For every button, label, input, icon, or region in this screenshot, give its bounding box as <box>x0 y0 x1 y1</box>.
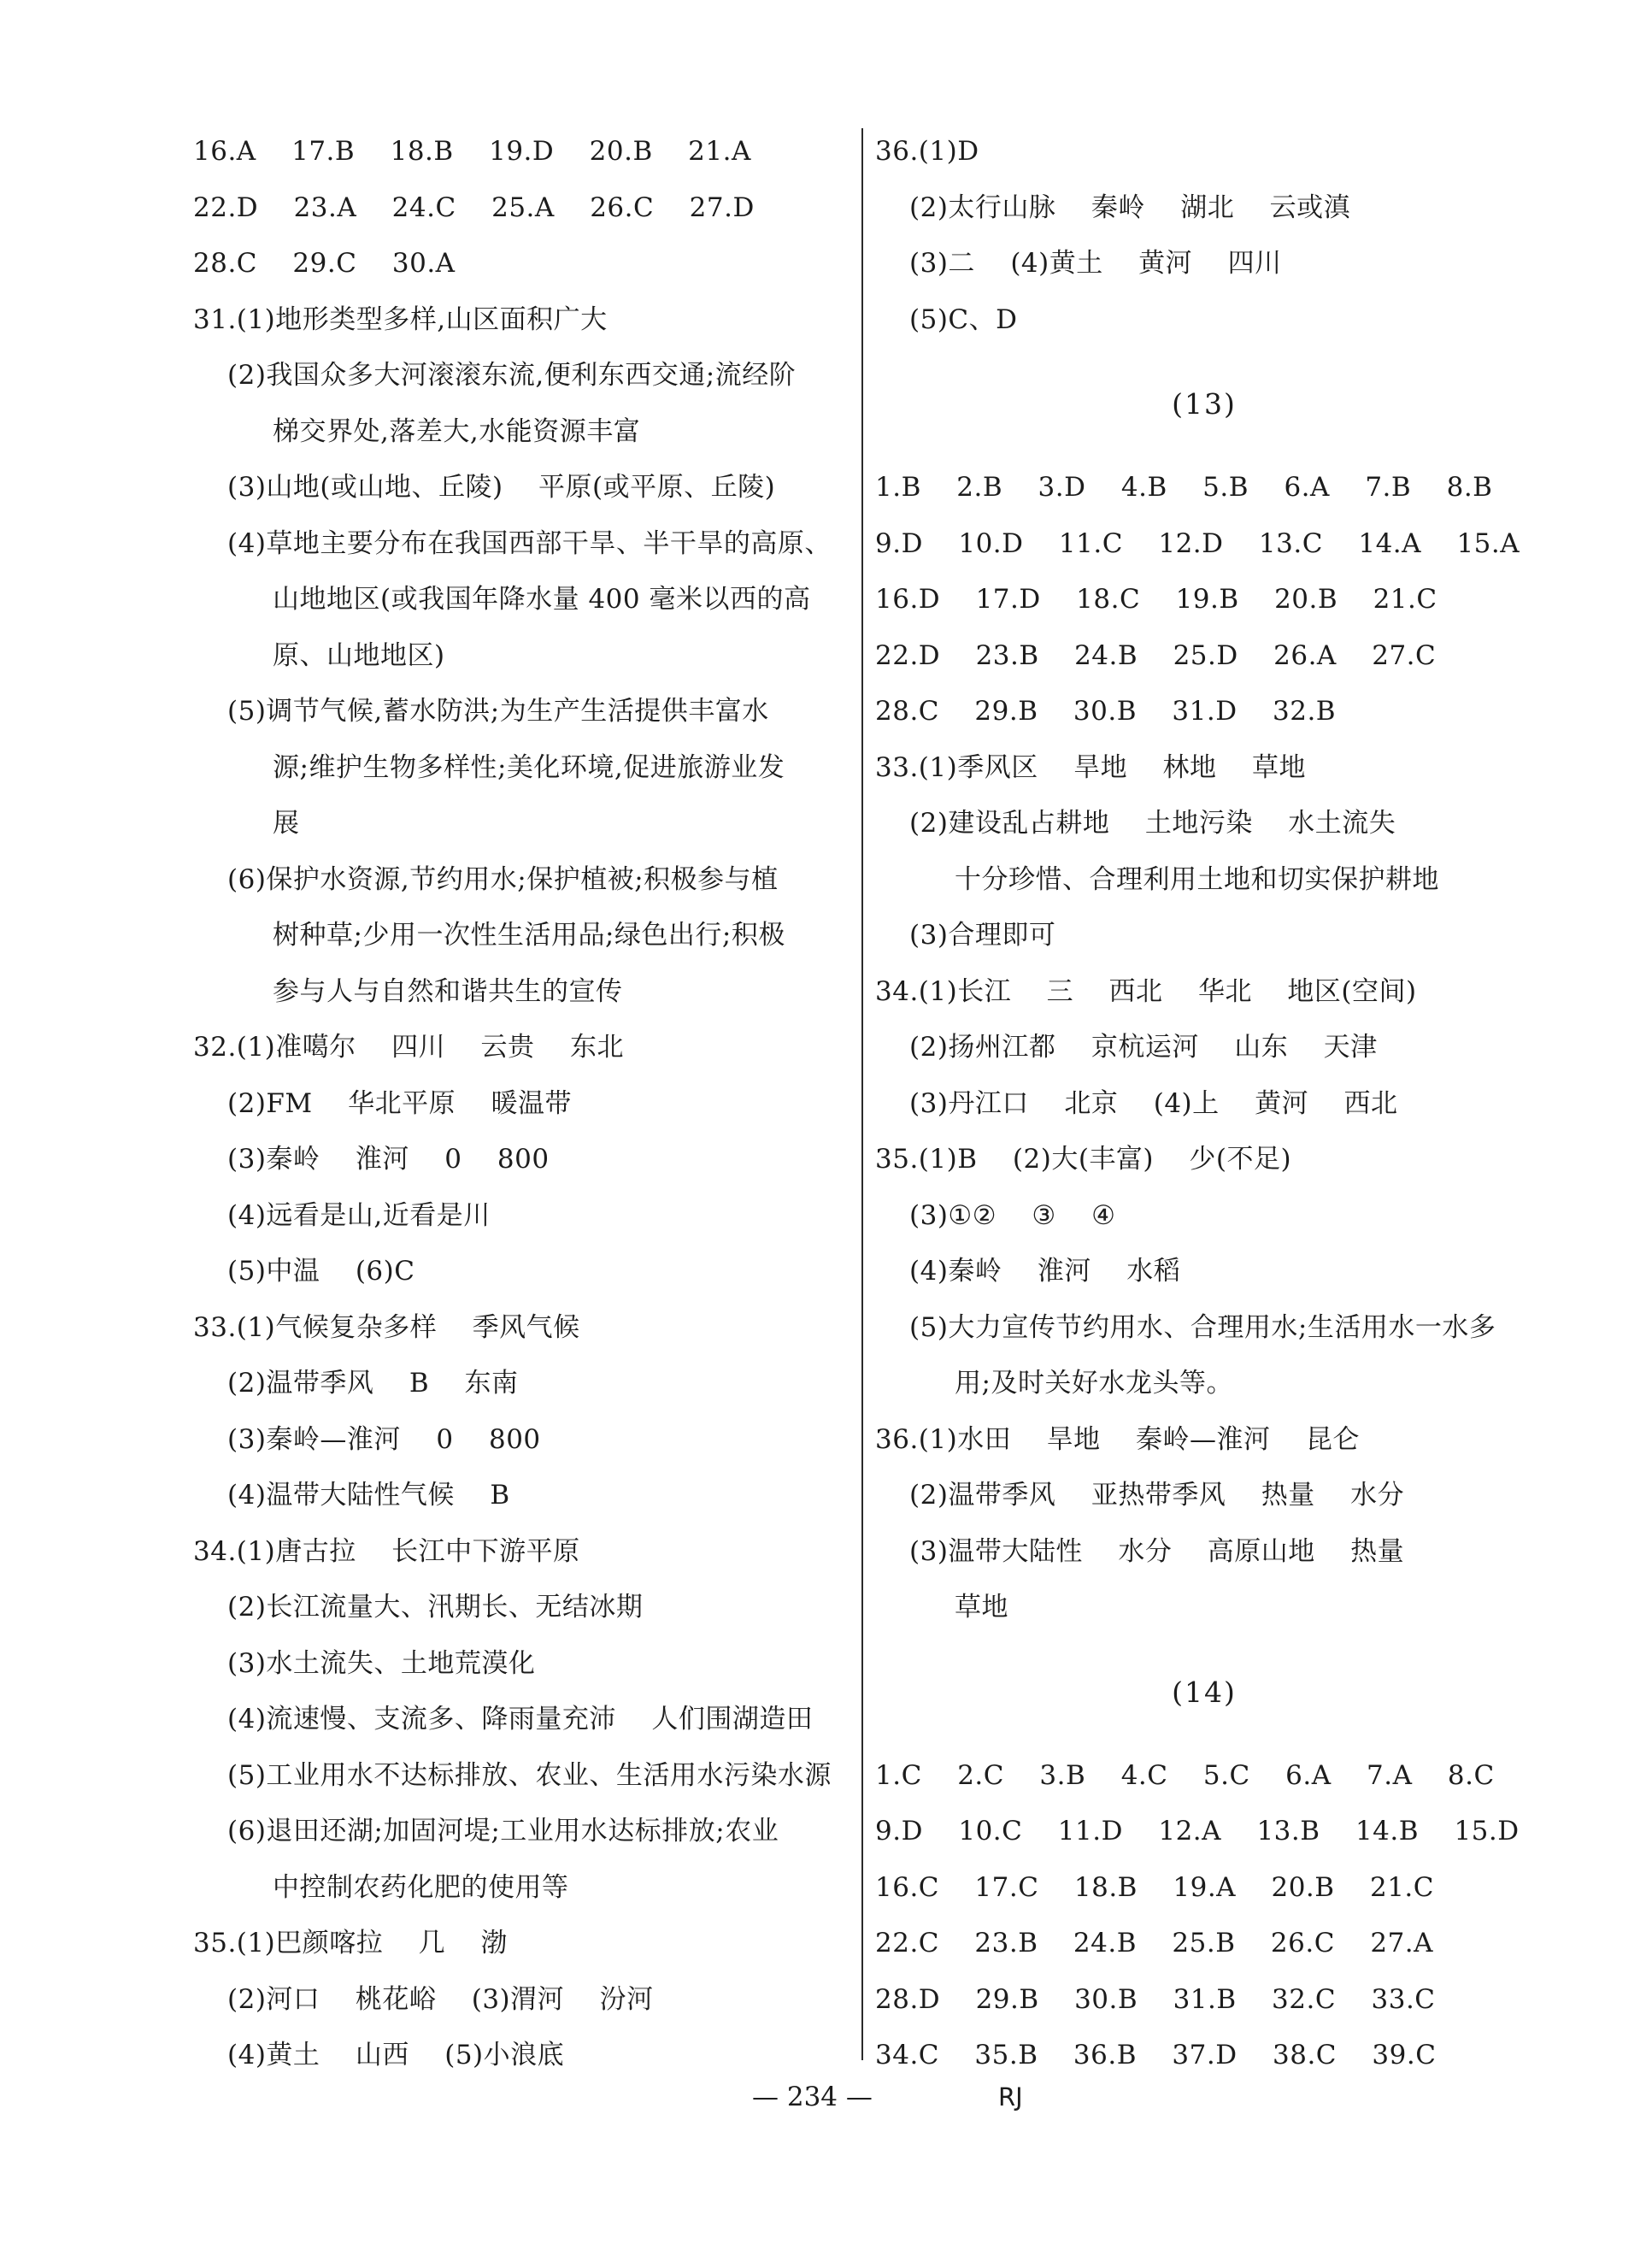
answer-line: 22.D 23.B 24.B 25.D 26.A 27.C <box>875 639 1437 671</box>
answer-line: (5)C、D <box>909 303 1018 335</box>
answer-line: 33.(1)气候复杂多样 季风气候 <box>193 1311 580 1343</box>
answer-line: (6)保护水资源,节约用水;保护植被;积极参与植 <box>227 863 779 895</box>
right-column <box>875 124 1559 2084</box>
answer-line: 16.A 17.B 18.B 19.D 20.B 21.A <box>193 136 751 167</box>
answer-line: 草地 <box>955 1592 1008 1623</box>
answer-line: 28.C 29.C 30.A <box>193 248 456 279</box>
answer-line: 22.D 23.A 24.C 25.A 26.C 27.D <box>193 191 755 223</box>
answer-line: (2)温带季风 B 东南 <box>227 1368 519 1399</box>
answer-line: (5)调节气候,蓄水防洪;为生产生活提供丰富水 <box>227 696 769 727</box>
answer-line: 22.C 23.B 24.B 25.B 26.C 27.A <box>875 1928 1434 1958</box>
answer-line: 十分珍惜、合理利用土地和切实保护耕地 <box>955 863 1439 895</box>
answer-line: (2)我国众多大河滚滚东流,便利东西交通;流经阶 <box>227 360 797 391</box>
answer-line: 36.(1)D <box>875 136 979 167</box>
section-heading: (14) <box>1172 1675 1237 1709</box>
series-code: RJ <box>998 2082 1023 2111</box>
answer-line: (4)流速慢、支流多、降雨量充沛 人们围湖造田 <box>227 1704 814 1735</box>
answer-line: (3)丹江口 北京 (4)上 黄河 西北 <box>909 1087 1398 1119</box>
answer-line: 32.(1)准噶尔 四川 云贵 东北 <box>193 1032 624 1063</box>
answer-line: (4)草地主要分布在我国西部干旱、半干旱的高原、 <box>227 527 832 559</box>
answer-line: (4)远看是山,近看是川 <box>227 1199 491 1231</box>
answer-line: 梯交界处,落差大,水能资源丰富 <box>273 415 641 447</box>
answer-line: (5)工业用水不达标排放、农业、生活用水污染水源 <box>227 1759 832 1791</box>
answer-line: (3)二 (4)黄土 黄河 四川 <box>909 248 1282 279</box>
answer-line: (3)秦岭 淮河 0 800 <box>227 1144 550 1175</box>
answer-line: (4)秦岭 淮河 水稻 <box>909 1256 1181 1287</box>
answer-line: 34.(1)唐古拉 长江中下游平原 <box>193 1535 580 1567</box>
answer-line: 16.D 17.D 18.C 19.B 20.B 21.C <box>875 584 1437 615</box>
answer-line: (3)秦岭—淮河 0 800 <box>227 1423 541 1455</box>
answer-line: (2)河口 桃花峪 (3)渭河 汾河 <box>227 1983 654 2015</box>
answer-line: (5)中温 (6)C <box>227 1256 415 1287</box>
answer-line: (3)山地(或山地、丘陵) 平原(或平原、丘陵) <box>227 472 776 503</box>
answer-line: 34.(1)长江 三 西北 华北 地区(空间) <box>875 975 1417 1007</box>
answer-line: (5)大力宣传节约用水、合理用水;生活用水一水多 <box>909 1311 1496 1343</box>
page-number: — 234 — <box>752 2082 873 2112</box>
answer-line: (3)温带大陆性 水分 高原山地 热量 <box>909 1535 1405 1567</box>
answer-line: 用;及时关好水龙头等。 <box>955 1368 1233 1399</box>
page-footer <box>0 2076 1652 2118</box>
answer-line: 31.(1)地形类型多样,山区面积广大 <box>193 303 608 335</box>
column-divider <box>861 128 863 2060</box>
answer-line: 1.B 2.B 3.D 4.B 5.B 6.A 7.B 8.B <box>875 472 1493 503</box>
answer-line: 9.D 10.C 11.D 12.A 13.B 14.B 15.D <box>875 1816 1520 1846</box>
answer-line: (2)太行山脉 秦岭 湖北 云或滇 <box>909 191 1351 223</box>
answer-line: 9.D 10.D 11.C 12.D 13.C 14.A 15.A <box>875 527 1520 559</box>
answer-line: 展 <box>273 808 300 839</box>
answer-line: (2)扬州江都 京杭运河 山东 天津 <box>909 1032 1378 1063</box>
answer-line: 1.C 2.C 3.B 4.C 5.C 6.A 7.A 8.C <box>875 1759 1495 1791</box>
answer-line: 中控制农药化肥的使用等 <box>273 1871 569 1903</box>
answer-line: (2)FM 华北平原 暖温带 <box>227 1087 572 1119</box>
answer-line: 36.(1)水田 旱地 秦岭—淮河 昆仑 <box>875 1423 1360 1455</box>
answer-line: 16.C 17.C 18.B 19.A 20.B 21.C <box>875 1871 1434 1903</box>
answer-line: 33.(1)季风区 旱地 林地 草地 <box>875 751 1306 783</box>
answer-line: (3)①② ③ ④ <box>909 1199 1116 1231</box>
answer-line: 山地地区(或我国年降水量 400 毫米以西的高 <box>273 584 811 615</box>
answer-line: (3)水土流失、土地荒漠化 <box>227 1647 536 1679</box>
answer-line: (2)建设乱占耕地 土地污染 水土流失 <box>909 808 1396 839</box>
answer-line: 源;维护生物多样性;美化环境,促进旅游业发 <box>273 751 785 783</box>
answer-line: 28.D 29.B 30.B 31.B 32.C 33.C <box>875 1983 1436 2015</box>
answer-line: (2)温带季风 亚热带季风 热量 水分 <box>909 1480 1405 1511</box>
answer-line: (4)温带大陆性气候 B <box>227 1480 510 1511</box>
left-column <box>193 124 855 2084</box>
answer-line: 参与人与自然和谐共生的宣传 <box>273 975 623 1007</box>
answer-line: 28.C 29.B 30.B 31.D 32.B <box>875 696 1337 727</box>
answer-line: (4)黄土 山西 (5)小浪底 <box>227 2040 565 2070</box>
answer-line: (3)合理即可 <box>909 920 1056 951</box>
answer-line: 35.(1)B (2)大(丰富) 少(不足) <box>875 1144 1292 1175</box>
answer-line: (2)长江流量大、汛期长、无结冰期 <box>227 1592 644 1623</box>
answer-line: 树种草;少用一次性生活用品;绿色出行;积极 <box>273 920 785 951</box>
answer-line: 34.C 35.B 36.B 37.D 38.C 39.C <box>875 2040 1437 2070</box>
answer-line: (6)退田还湖;加固河堤;工业用水达标排放;农业 <box>227 1816 779 1846</box>
answer-line: 35.(1)巴颜喀拉 几 渤 <box>193 1928 509 1958</box>
section-heading: (13) <box>1172 387 1237 421</box>
answer-line: 原、山地地区) <box>273 639 445 671</box>
